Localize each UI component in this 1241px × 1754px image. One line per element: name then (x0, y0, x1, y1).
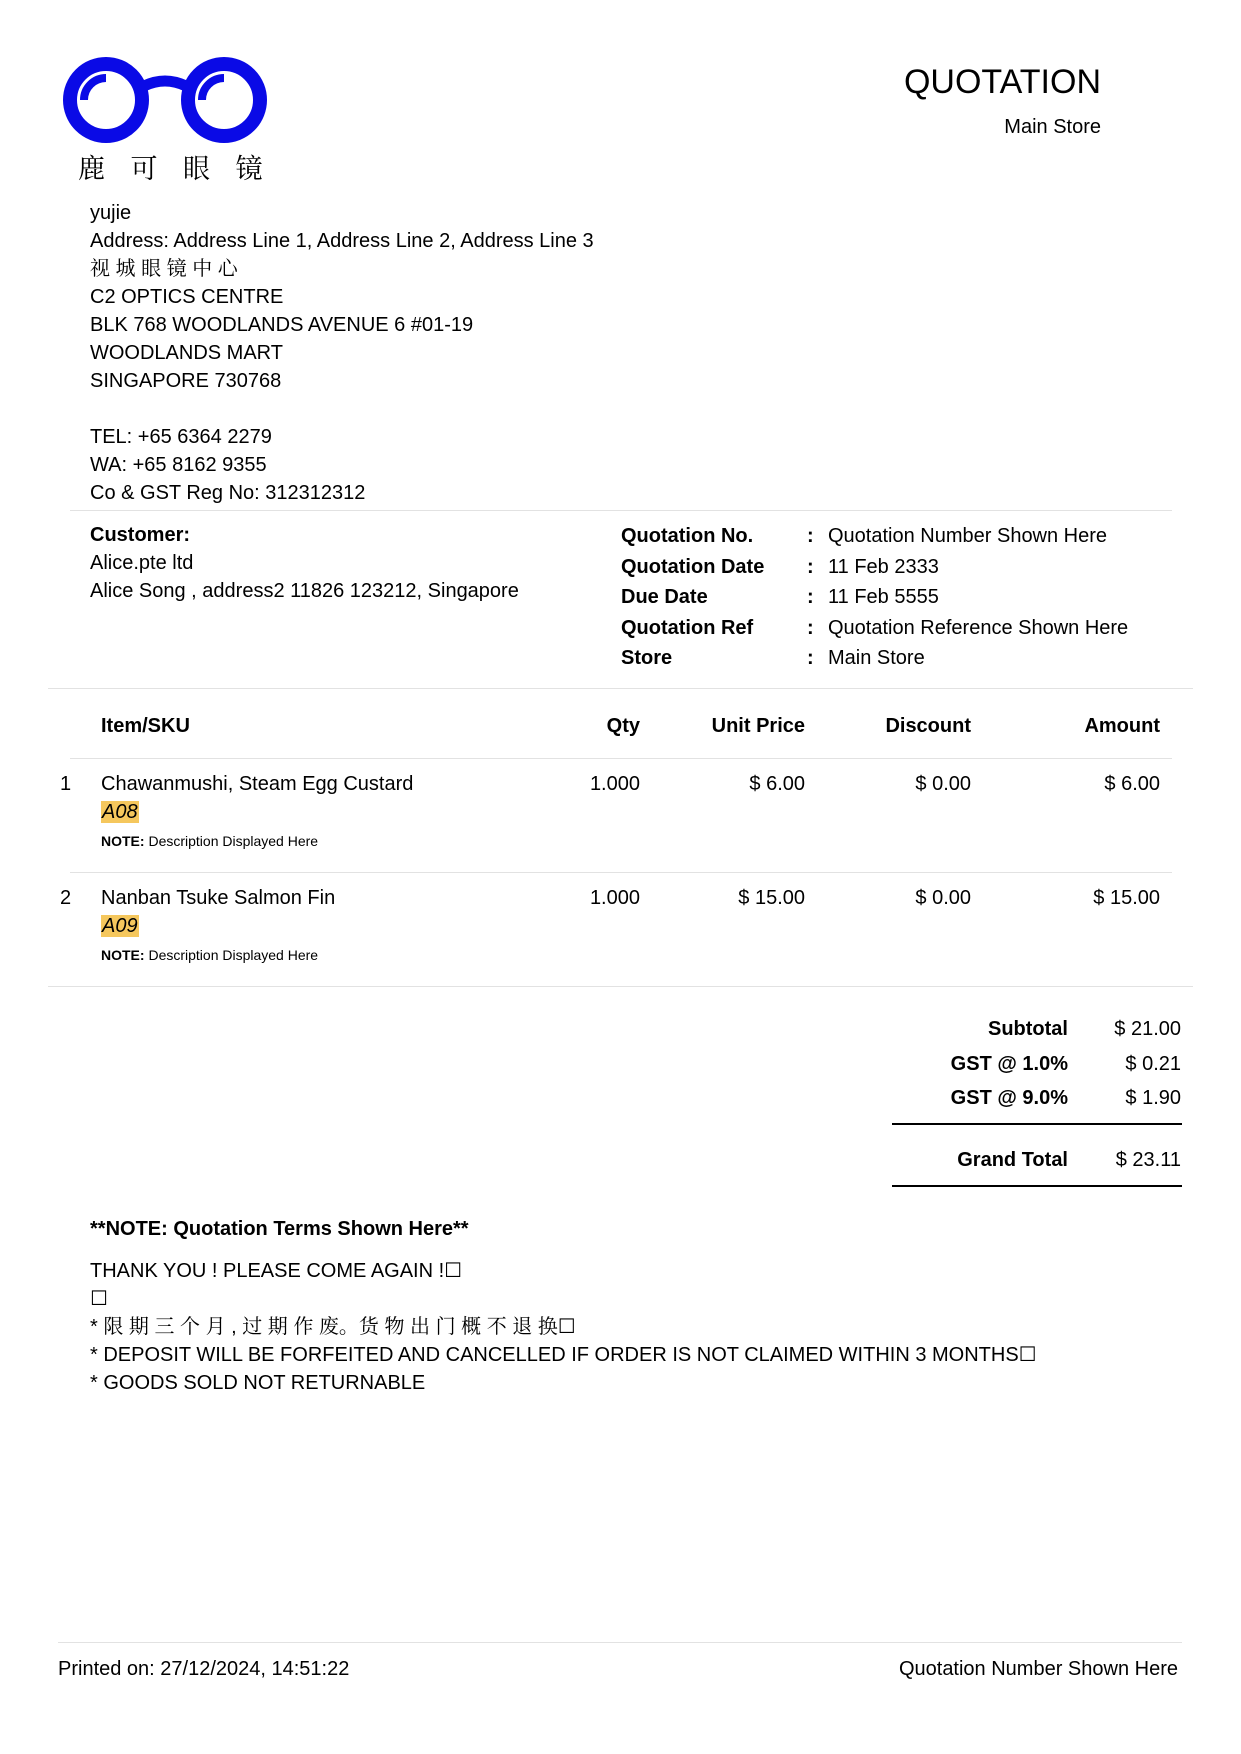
meta-colon: : (807, 616, 814, 639)
column-header-discount: Discount (885, 715, 971, 737)
sku-wrapper (101, 915, 139, 937)
company-tel: TEL: +65 6364 2279 (90, 426, 272, 448)
gst-1-value: $ 0.21 (1125, 1053, 1181, 1075)
item-unit-price: $ 6.00 (749, 773, 805, 795)
grand-total-value: $ 23.11 (1115, 1149, 1181, 1171)
company-reg-no: Co & GST Reg No: 312312312 (90, 482, 366, 504)
terms-list (90, 1257, 1037, 1397)
terms-line: * DEPOSIT WILL BE FORFEITED AND CANCELLED IF ORDER IS NOT CLAIMED WITHIN 3 MONTHS☐ (90, 1344, 1037, 1366)
meta-label: Store (621, 647, 673, 669)
column-header-amount: Amount (1084, 715, 1160, 737)
terms-line: * GOODS SOLD NOT RETURNABLE (90, 1372, 426, 1394)
logo-text: 鹿 可 眼 镜 (78, 154, 272, 184)
meta-value: Quotation Number Shown Here (828, 525, 1108, 547)
note-text: Description Displayed Here (148, 947, 319, 963)
row-number: 2 (60, 887, 72, 909)
meta-colon: : (807, 555, 814, 578)
company-address: Address: Address Line 1, Address Line 2, Address Line 3 (90, 230, 594, 252)
terms-line: ☐ (90, 1288, 108, 1310)
store-name: Main Store (1004, 116, 1101, 138)
customer-address: Alice Song , address2 11826 123212, Singapore (90, 580, 519, 602)
totals-rule (892, 1123, 1182, 1125)
document-title: QUOTATION (903, 63, 1101, 101)
meta-colon: : (807, 647, 814, 669)
item-discount: $ 0.00 (915, 887, 971, 909)
company-details (90, 199, 594, 507)
glasses-logo-icon (62, 56, 270, 156)
divider (70, 510, 1172, 511)
company-building: WOODLANDS MART (90, 342, 283, 364)
column-header-item: Item/SKU (101, 715, 190, 737)
printed-timestamp: Printed on: 27/12/2024, 14:51:22 (58, 1658, 350, 1680)
customer-label: Customer: (90, 524, 191, 546)
company-logo (62, 56, 270, 186)
customer-name: Alice.pte ltd (90, 552, 194, 574)
meta-value: 11 Feb 2333 (828, 555, 939, 578)
note-label: NOTE: (101, 833, 145, 849)
column-header-unit-price: Unit Price (711, 715, 805, 737)
item-qty: 1.000 (589, 887, 640, 909)
terms-heading: **NOTE: Quotation Terms Shown Here** (90, 1218, 469, 1240)
item-name: Chawanmushi, Steam Egg Custard (101, 773, 414, 795)
subtotal-label: Subtotal (988, 1018, 1068, 1040)
meta-colon: : (807, 525, 814, 547)
grand-total-label: Grand Total (957, 1149, 1068, 1171)
company-blank-line (90, 395, 594, 423)
company-street: BLK 768 WOODLANDS AVENUE 6 #01-19 (90, 314, 474, 336)
company-chinese-name: 视 城 眼 镜 中 心 (90, 258, 238, 280)
divider (48, 688, 1193, 689)
table-row (0, 884, 1241, 984)
item-amount: $ 6.00 (1104, 773, 1160, 795)
gst-2-label: GST @ 9.0% (950, 1087, 1068, 1109)
meta-value: Main Store (828, 647, 925, 669)
terms-line: * 限 期 三 个 月 , 过 期 作 废。货 物 出 门 概 不 退 换☐ (90, 1316, 576, 1338)
meta-colon: : (807, 586, 814, 608)
meta-value: 11 Feb 5555 (828, 586, 939, 608)
meta-label: Quotation No. (621, 525, 754, 547)
divider (48, 986, 1193, 987)
grand-total-rule (892, 1185, 1182, 1187)
item-unit-price: $ 15.00 (738, 887, 805, 909)
customer-block (90, 521, 519, 605)
company-english-name: C2 OPTICS CENTRE (90, 286, 284, 308)
item-note (101, 946, 318, 964)
meta-label: Quotation Ref (621, 616, 754, 639)
meta-value: Quotation Reference Shown Here (828, 616, 1129, 639)
item-qty: 1.000 (589, 773, 640, 795)
item-discount: $ 0.00 (915, 773, 971, 795)
meta-label: Due Date (621, 586, 708, 608)
sku-wrapper (101, 801, 139, 823)
item-note (101, 832, 318, 850)
item-amount: $ 15.00 (1093, 887, 1160, 909)
item-name: Nanban Tsuke Salmon Fin (101, 887, 336, 909)
footer-quotation-ref: Quotation Number Shown Here (898, 1658, 1178, 1680)
note-text: Description Displayed Here (148, 833, 319, 849)
divider (70, 872, 1172, 873)
terms-line: THANK YOU ! PLEASE COME AGAIN !☐ (90, 1260, 463, 1282)
company-city: SINGAPORE 730768 (90, 370, 282, 392)
item-sku: A09 (102, 915, 138, 937)
meta-label: Quotation Date (621, 555, 765, 578)
row-number: 1 (60, 773, 72, 795)
gst-1-label: GST @ 1.0% (950, 1053, 1068, 1075)
gst-2-value: $ 1.90 (1125, 1087, 1181, 1109)
company-name: yujie (90, 202, 132, 224)
item-sku: A08 (102, 801, 138, 823)
column-header-qty: Qty (606, 715, 640, 737)
divider (70, 758, 1172, 759)
footer-divider (58, 1642, 1182, 1643)
company-wa: WA: +65 8162 9355 (90, 454, 267, 476)
note-label: NOTE: (101, 947, 145, 963)
table-row (0, 770, 1241, 870)
subtotal-value: $ 21.00 (1114, 1018, 1181, 1040)
